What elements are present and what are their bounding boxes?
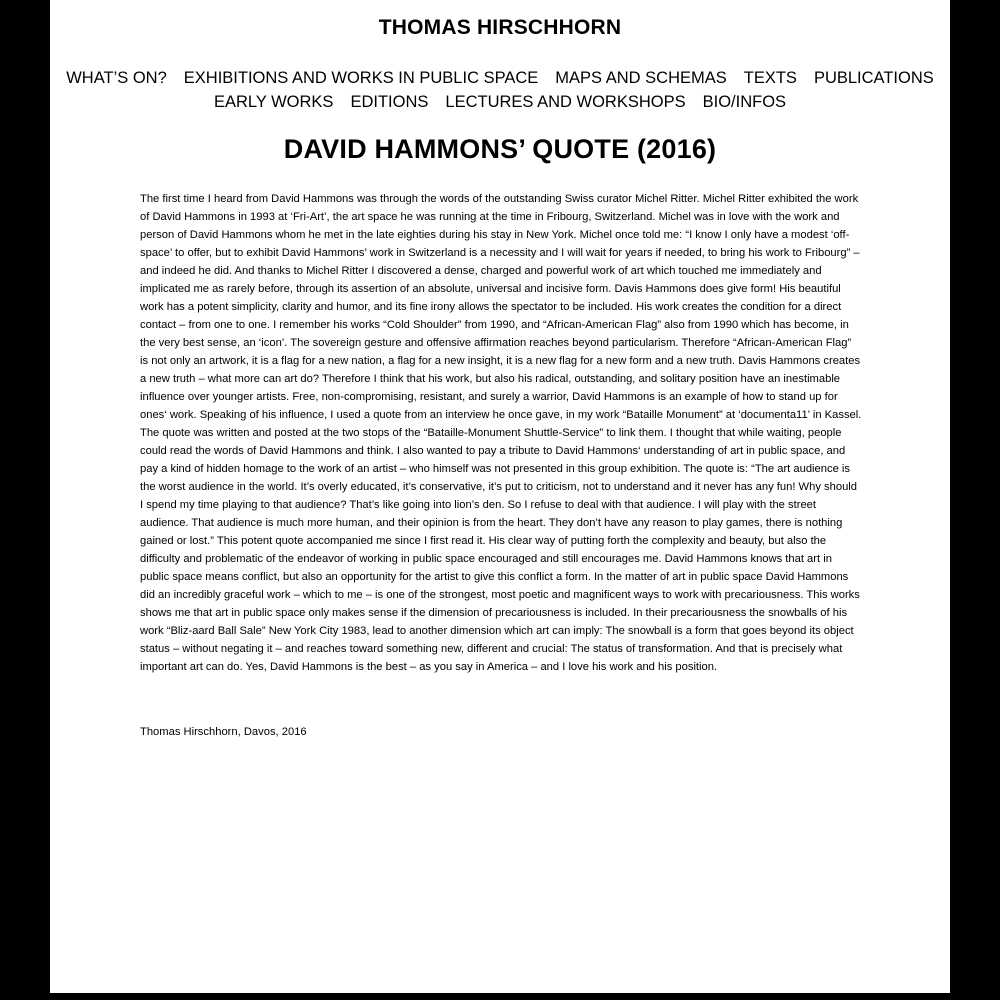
nav-link-early-works[interactable]: EARLY WORKS — [213, 93, 334, 111]
site-title-link[interactable]: THOMAS HIRSCHHORN — [378, 16, 622, 39]
page-title: DAVID HAMMONS’ QUOTE (2016) — [283, 134, 717, 164]
nav-link-exhibitions[interactable]: EXHIBITIONS AND WORKS IN PUBLIC SPACE — [183, 69, 539, 87]
nav-link-publications[interactable]: PUBLICATIONS — [813, 69, 934, 87]
nav-row-secondary — [50, 90, 950, 114]
nav-link-editions[interactable]: EDITIONS — [350, 93, 429, 111]
nav-link-texts[interactable]: TEXTS — [743, 69, 797, 87]
article-body: The first time I heard from David Hammons was through the words of the outstanding Swiss curator Michel Ritter. Michel Ritter exhibited the work of David Hammons in 1993 at ‘Fri-Art’, the art space he was running at the time in Fribourg, Switzerland. Michel was in love with the work and person of David Hammons whom he met in the late eighties during his stay in New York. Michel once told me: “I know I only have a modest ‘off-space’ to offer, but to exhibit David Hammons’ work in Switzerland is a necessity and I will wait for years if needed, to bring his work to Fribourg” – and indeed he did. And thanks to Michel Ritter I discovered a dense, charged and powerful work of art which touched me immediately and implicated me as rarely before, through its assertion of an absolute, universal and incisive form. Davis Hammons does give form! His beautiful work has a potent simplicity, clarity and humor, and its fine irony allows the spectator to be included. His work creates the condition for a direct contact – from one to one. I remember his works “Cold Shoulder” from 1990, and “African-American Flag” also from 1990 which has become, in the very best sense, an ‘icon’. The sovereign gesture and offensive affirmation reaches beyond particularism. Therefore “African-American Flag” is not only an artwork, it is a flag for a new nation, a flag for a new insight, it is a new flag for a new form and a new truth. Davis Hammons creates a new truth – what more can art do? Therefore I think that his work, but also his radical, outstanding, and solitary position have an inestimable influence over younger artists. Free, non-compromising, resistant, and surely a warrior, David Hammons is an example of how to stand up for ones‘ work. Speaking of his influence, I used a quote from an interview he once gave, in my work “Bataille Monument” at ‘documenta11’ in Kassel. The quote was written and posted at the two stops of the “Bataille-Monument Shuttle-Service” to link them. I thought that while waiting, people could read the words of David Hammons and think. I also wanted to pay a tribute to David Hammons‘ understanding of art in public space, and pay a kind of hidden homage to the work of an artist – who himself was not presented in this group exhibition. The quote is: “The art audience is the worst audience in the world. It’s overly educated, it’s conservative, it’s put to criticism, not to understand and it never has any fun! Why should I spend my time playing to that audience? That’s like going into lion’s den. So I refuse to deal with that audience. I will play with the street audience. That audience is much more human, and their opinion is from the heart. They don’t have any reason to play games, there is nothing gained or lost.” This potent quote accompanied me since I first read it. His clear way of putting forth the complexity and beauty, but also the difficulty and problematic of the endeavor of working in public space encouraged and still encourages me. David Hammons knows that art in public space means conflict, but also an opportunity for the artist to give this conflict a form. In the matter of art in public space David Hammons did an incredibly graceful work – which to me – is one of the strongest, most poetic and magnificent ways to work with precariousness. This works shows me that art in public space only makes sense if the dimension of precariousness is included. In their precariousness the snowballs of his work “Bliz-aard Ball Sale” New York City 1983, lead to another dimension which art can imply: The snowball is a form that goes beyond its object status – without negating it – and reaches toward something new, different and crucial: The status of transformation. And that is precisely what important art can do. Yes, David Hammons is the best – as you say in America – and I love his work and his position. — [140, 193, 862, 673]
page-content — [50, 0, 950, 993]
nav-row-primary — [50, 66, 950, 90]
nav-link-lectures-and-workshops[interactable]: LECTURES AND WORKSHOPS — [445, 93, 686, 111]
nav-link-maps-and-schemas[interactable]: MAPS AND SCHEMAS — [555, 69, 727, 87]
main-navigation — [50, 66, 950, 114]
article-signature: Thomas Hirschhorn, Davos, 2016 — [140, 726, 307, 738]
nav-link-bio-infos[interactable]: BIO/INFOS — [702, 93, 787, 111]
nav-link-whats-on[interactable]: WHAT’S ON? — [66, 69, 167, 87]
